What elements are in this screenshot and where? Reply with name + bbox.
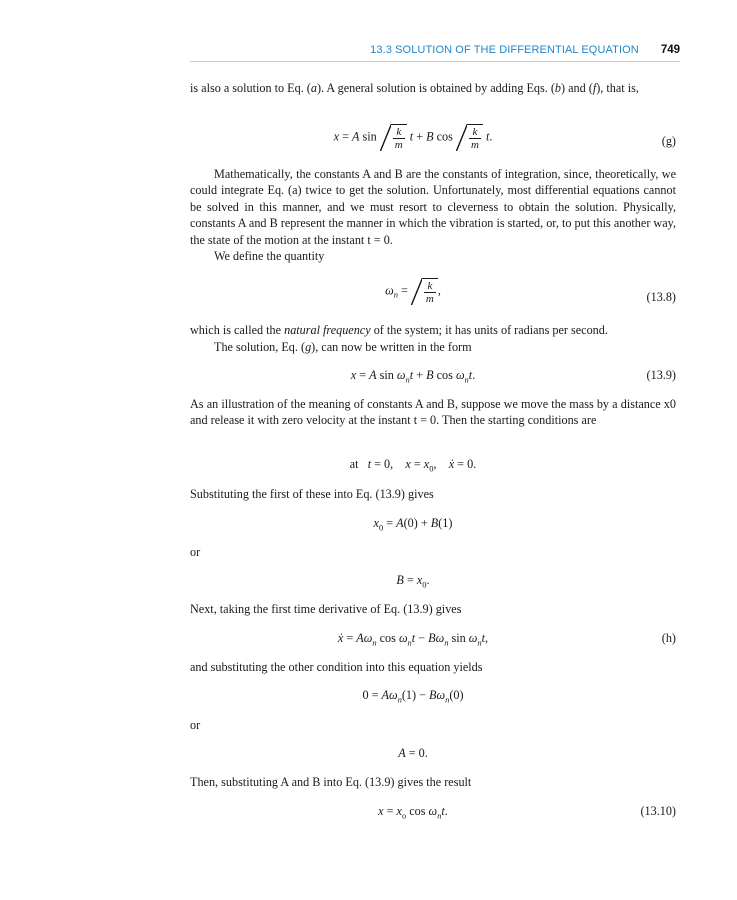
equation-number: (13.8): [646, 290, 676, 304]
equation-zero: [190, 688, 676, 718]
equation-13-8: [190, 278, 676, 308]
equation-conditions: [190, 457, 676, 487]
equation-h: [190, 631, 676, 661]
or-word-2: or: [190, 718, 201, 732]
equation-x0-body: $x_0 = A(0) + B(1)$: [373, 516, 453, 533]
paragraph-5: The solution, Eq. (g), can now be written in the form: [214, 340, 472, 354]
paragraph-2: Mathematically, the constants A and B are the constants of integration, since, theoretically, we could integrate Eq. (a) twice to get the solution. Unfortunately, most differential equations cannot be solved in this manner, and we must resort to cleverness to obtain the solution. Physically, constants A and B represent the manner in which the vibration is started, or, to put this another way, the state of the motion at the instant t = 0.: [190, 167, 676, 247]
running-head: [0, 44, 680, 56]
sqrt-symbol: $\frac{k}{m}$: [411, 278, 438, 305]
or-word-1: or: [190, 545, 201, 559]
equation-13-9: [190, 368, 676, 398]
equation-b: [190, 573, 676, 603]
paragraph-10: Then, substituting A and B into Eq. (13.9) gives the result: [190, 775, 472, 789]
equation-x0: [190, 516, 676, 546]
equation-number: (g): [661, 134, 676, 148]
paragraph-9: and substituting the other condition into this equation yields: [190, 660, 483, 674]
equation-number: (13.9): [646, 368, 676, 382]
paragraph-3: We define the quantity: [214, 249, 325, 263]
paragraph-7: Substituting the first of these into Eq. (13.9) gives: [190, 487, 434, 501]
equation-13-10-body: $x = x_o$ $\cos \omega_nt$.: [378, 804, 448, 821]
sqrt-symbol: $\frac{k}{m}$: [456, 124, 483, 151]
paragraph-6: As an illustration of the meaning of constants A and B, suppose we move the mass by a distance x0 and release it with zero velocity at the instant t = 0. Then the starting conditions are: [190, 397, 676, 428]
equation-zero-body: $0 = A\omega_n(1) - B\omega_n(0)$: [362, 688, 464, 705]
equation-b-body: $B = x_0$.: [396, 573, 430, 590]
sqrt-symbol: $\frac{k}{m}$: [380, 124, 407, 151]
equation-number: (13.10): [640, 804, 676, 818]
equation-13-8-body: $\omega_n$ = $\frac{k}{m}$ ,: [385, 280, 441, 305]
equation-a-body: A = 0.: [398, 746, 428, 760]
equation-h-body: ẋ = $A\omega_n$ $\cos \omega_nt - B\omega_n$ $\sin \omega_nt$,: [337, 631, 489, 648]
equation-g-body: x = A sin $\frac{k}{m}$ t + B cos $\frac{k}{m}$ t.: [333, 126, 493, 151]
equation-a: [190, 746, 676, 776]
section-title: 13.3 SOLUTION OF THE DIFFERENTIAL EQUATION: [370, 44, 639, 56]
header-rule: [190, 61, 680, 62]
equation-g: [190, 124, 676, 154]
equation-number: (h): [661, 631, 676, 645]
paragraph-1: is also a solution to Eq. (a). A general solution is obtained by adding Eqs. (b) and (f), that is,: [190, 81, 639, 95]
equation-13-10: [190, 804, 676, 834]
equation-13-9-body: x = A $\sin \omega_nt + B$ $\cos \omega_nt$.: [350, 368, 476, 385]
equation-conditions-body: at t = 0, $x = x_0$, ẋ = 0.: [349, 457, 477, 474]
page-number: 749: [660, 44, 680, 56]
paragraph-8: Next, taking the first time derivative of Eq. (13.9) gives: [190, 602, 462, 616]
paragraph-4: which is called the natural frequency of the system; it has units of radians per second.: [190, 323, 608, 337]
